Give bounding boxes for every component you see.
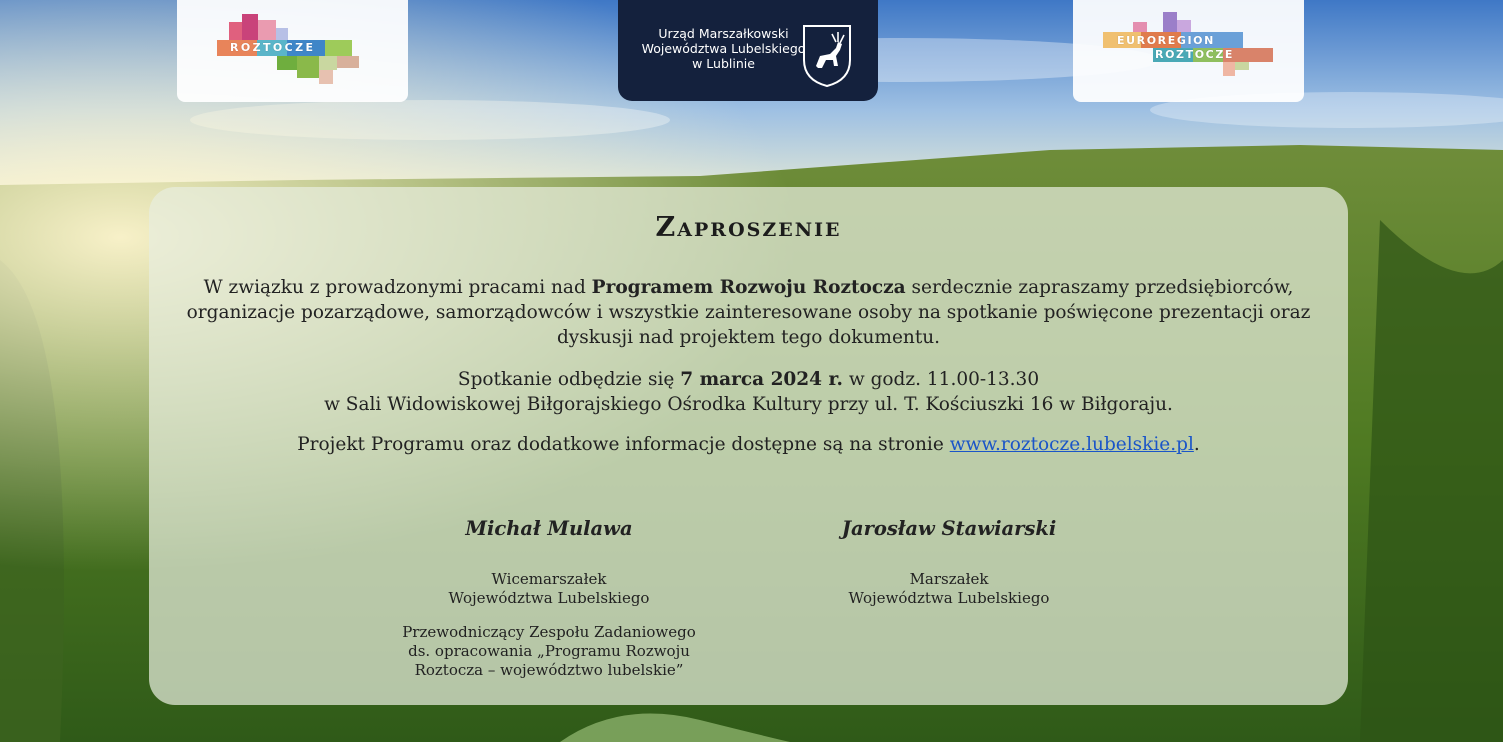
signatory-extra-role [369, 623, 729, 680]
paragraph-text: . [1193, 434, 1200, 455]
meeting-location: w Sali Widowiskowej Biłgorajskiego Ośrodka Kultury przy ul. T. Kościuszki 16 w Biłgoraju. [324, 394, 1173, 415]
role-line: Województwa Lubelskiego [848, 589, 1050, 607]
role-line: Roztocza – województwo lubelskie” [414, 661, 684, 679]
invitation-paragraph [159, 275, 1338, 350]
office-logo [618, 0, 878, 101]
roztocze-logo [177, 0, 408, 102]
office-name [636, 26, 811, 71]
signatory-name: Michał Mulawa [465, 517, 633, 540]
signature-marshal [779, 517, 1119, 608]
role-line: Marszałek [909, 570, 989, 588]
role-line: ds. opracowania „Programu Rozwoju [408, 642, 690, 660]
euroregion-roztocze-logo [1073, 0, 1304, 102]
signatory-role [779, 570, 1119, 608]
paragraph-text: W związku z prowadzonymi pracami nad [203, 277, 592, 298]
role-line: Województwa Lubelskiego [448, 589, 650, 607]
office-line: Województwa Lubelskiego [641, 41, 806, 56]
office-line: Urząd Marszałkowski [658, 26, 789, 41]
signatory-name: Jarosław Stawiarski [841, 517, 1057, 540]
program-name: Programem Rozwoju Roztocza [591, 277, 906, 298]
invitation-title: Zaproszenie [655, 212, 842, 243]
meeting-date-line [159, 367, 1338, 392]
meeting-details [159, 367, 1338, 417]
paragraph-text: Spotkanie odbędzie się [457, 369, 681, 390]
meeting-date: 7 marca 2024 r. [680, 369, 843, 390]
website-info [159, 432, 1338, 457]
signatory-role [369, 570, 729, 608]
roztocze-logo-text: ROZTOCZE [1155, 48, 1235, 61]
invitation-card [149, 187, 1348, 705]
office-line: w Lublinie [692, 56, 755, 71]
role-line: Wicemarszałek [491, 570, 607, 588]
paragraph-text: serdecznie zapraszamy przedsiębiorców, organizacje pozarządowe, samorządowców i wszystkie zainteresowane osoby na spotkanie poświęcone prezentacji oraz dyskusji nad projektem tego dokumentu. [186, 277, 1311, 348]
deer-emblem-icon [800, 22, 854, 88]
euroregion-logo-text: EUROREGION [1117, 34, 1215, 47]
paragraph-text: Projekt Programu oraz dodatkowe informacje dostępne są na stronie [297, 434, 950, 455]
website-link[interactable]: www.roztocze.lubelskie.pl [949, 434, 1194, 455]
signature-vice-marshal [369, 517, 729, 680]
role-line: Przewodniczący Zespołu Zadaniowego [402, 623, 696, 641]
roztocze-logo-text: ROZTOCZE [230, 41, 316, 54]
meeting-time: w godz. 11.00-13.30 [842, 369, 1040, 390]
